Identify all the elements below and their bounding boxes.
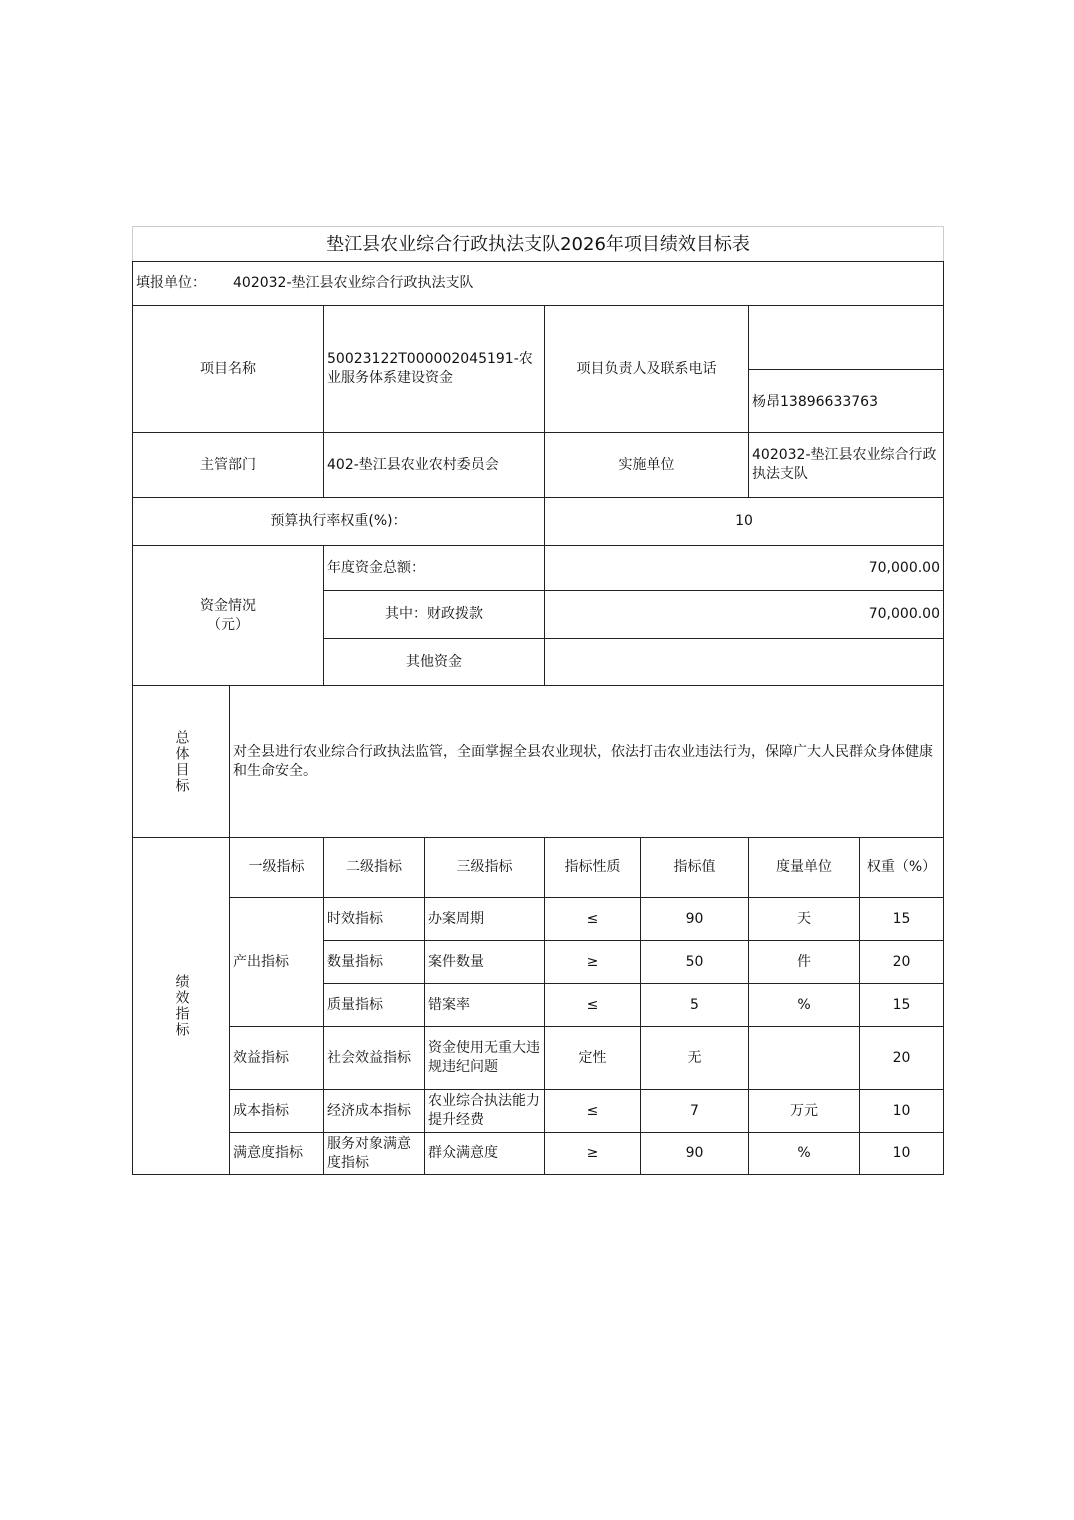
budget-weight-value: 10 bbox=[544, 497, 944, 546]
header-nature: 指标性质 bbox=[544, 837, 641, 898]
impl-value: 402032-垫江县农业综合行政执法支队 bbox=[748, 432, 944, 498]
overall-goal-value: 对全县进行农业综合行政执法监管，全面掌握全县农业现状，依法打击农业违法行为，保障广大人民群众身体健康和生命安全。 bbox=[229, 685, 944, 838]
header-unit: 度量单位 bbox=[748, 837, 860, 898]
row-weight: 10 bbox=[859, 1132, 944, 1175]
contact-value: 杨昂13896633763 bbox=[748, 369, 944, 433]
indicators-label bbox=[132, 837, 230, 1175]
row-weight: 10 bbox=[859, 1089, 944, 1133]
dept-label: 主管部门 bbox=[132, 432, 324, 498]
row-unit: 天 bbox=[748, 897, 860, 941]
header-weight: 权重（%） bbox=[859, 837, 944, 898]
project-name-label: 项目名称 bbox=[132, 305, 324, 433]
row-weight: 15 bbox=[859, 983, 944, 1027]
row-weight: 20 bbox=[859, 940, 944, 984]
project-name-value: 50023122T000002045191-农业服务体系建设资金 bbox=[323, 305, 545, 433]
row-level2: 质量指标 bbox=[323, 983, 425, 1027]
reporting-unit-label: 填报单位： bbox=[136, 275, 206, 291]
header-level3: 三级指标 bbox=[424, 837, 545, 898]
row-value: 5 bbox=[640, 983, 749, 1027]
group-output: 产出指标 bbox=[229, 897, 324, 1027]
row-value: 90 bbox=[640, 1132, 749, 1175]
funds-fiscal-value: 70,000.00 bbox=[544, 590, 944, 639]
row-level3: 资金使用无重大违规违纪问题 bbox=[424, 1026, 545, 1090]
row-level2: 社会效益指标 bbox=[323, 1026, 425, 1090]
row-nature: ≥ bbox=[544, 1132, 641, 1175]
page-title: 垫江县农业综合行政执法支队2026年项目绩效目标表 bbox=[132, 226, 944, 262]
impl-label: 实施单位 bbox=[544, 432, 749, 498]
header-level2: 二级指标 bbox=[323, 837, 425, 898]
row-level3: 农业综合执法能力提升经费 bbox=[424, 1089, 545, 1133]
row-unit bbox=[748, 1026, 860, 1090]
row-nature: 定性 bbox=[544, 1026, 641, 1090]
row-weight: 20 bbox=[859, 1026, 944, 1090]
row-level2: 数量指标 bbox=[323, 940, 425, 984]
funds-fiscal-label: 其中：财政拨款 bbox=[323, 590, 545, 639]
row-level2: 时效指标 bbox=[323, 897, 425, 941]
row-value: 7 bbox=[640, 1089, 749, 1133]
row-level3: 案件数量 bbox=[424, 940, 545, 984]
funds-other-label: 其他资金 bbox=[323, 638, 545, 686]
contact-empty-cell bbox=[748, 305, 944, 370]
funds-total-label: 年度资金总额： bbox=[323, 545, 545, 591]
reporting-unit-row bbox=[132, 261, 944, 306]
row-level2: 服务对象满意度指标 bbox=[323, 1132, 425, 1175]
group-cost: 成本指标 bbox=[229, 1089, 324, 1133]
overall-goal-label-text: 总体目标 bbox=[173, 729, 190, 794]
funds-other-value bbox=[544, 638, 944, 686]
group-satisfaction: 满意度指标 bbox=[229, 1132, 324, 1175]
header-value: 指标值 bbox=[640, 837, 749, 898]
row-nature: ≥ bbox=[544, 940, 641, 984]
row-unit: % bbox=[748, 1132, 860, 1175]
row-level2: 经济成本指标 bbox=[323, 1089, 425, 1133]
dept-value: 402-垫江县农业农村委员会 bbox=[323, 432, 545, 498]
row-nature: ≤ bbox=[544, 1089, 641, 1133]
group-benefit: 效益指标 bbox=[229, 1026, 324, 1090]
funds-total-value: 70,000.00 bbox=[544, 545, 944, 591]
row-value: 50 bbox=[640, 940, 749, 984]
funds-label: 资金情况 （元） bbox=[132, 545, 324, 686]
row-value: 无 bbox=[640, 1026, 749, 1090]
row-unit: % bbox=[748, 983, 860, 1027]
row-level3: 群众满意度 bbox=[424, 1132, 545, 1175]
budget-weight-label: 预算执行率权重(%)： bbox=[132, 497, 545, 546]
row-weight: 15 bbox=[859, 897, 944, 941]
reporting-unit-value: 402032-垫江县农业综合行政执法支队 bbox=[233, 275, 474, 291]
overall-goal-label bbox=[132, 685, 230, 838]
row-level3: 错案率 bbox=[424, 983, 545, 1027]
row-value: 90 bbox=[640, 897, 749, 941]
header-level1: 一级指标 bbox=[229, 837, 324, 898]
indicators-label-text: 绩效指标 bbox=[173, 974, 190, 1038]
row-unit: 万元 bbox=[748, 1089, 860, 1133]
row-unit: 件 bbox=[748, 940, 860, 984]
contact-label: 项目负责人及联系电话 bbox=[544, 305, 749, 433]
row-nature: ≤ bbox=[544, 983, 641, 1027]
row-nature: ≤ bbox=[544, 897, 641, 941]
row-level3: 办案周期 bbox=[424, 897, 545, 941]
